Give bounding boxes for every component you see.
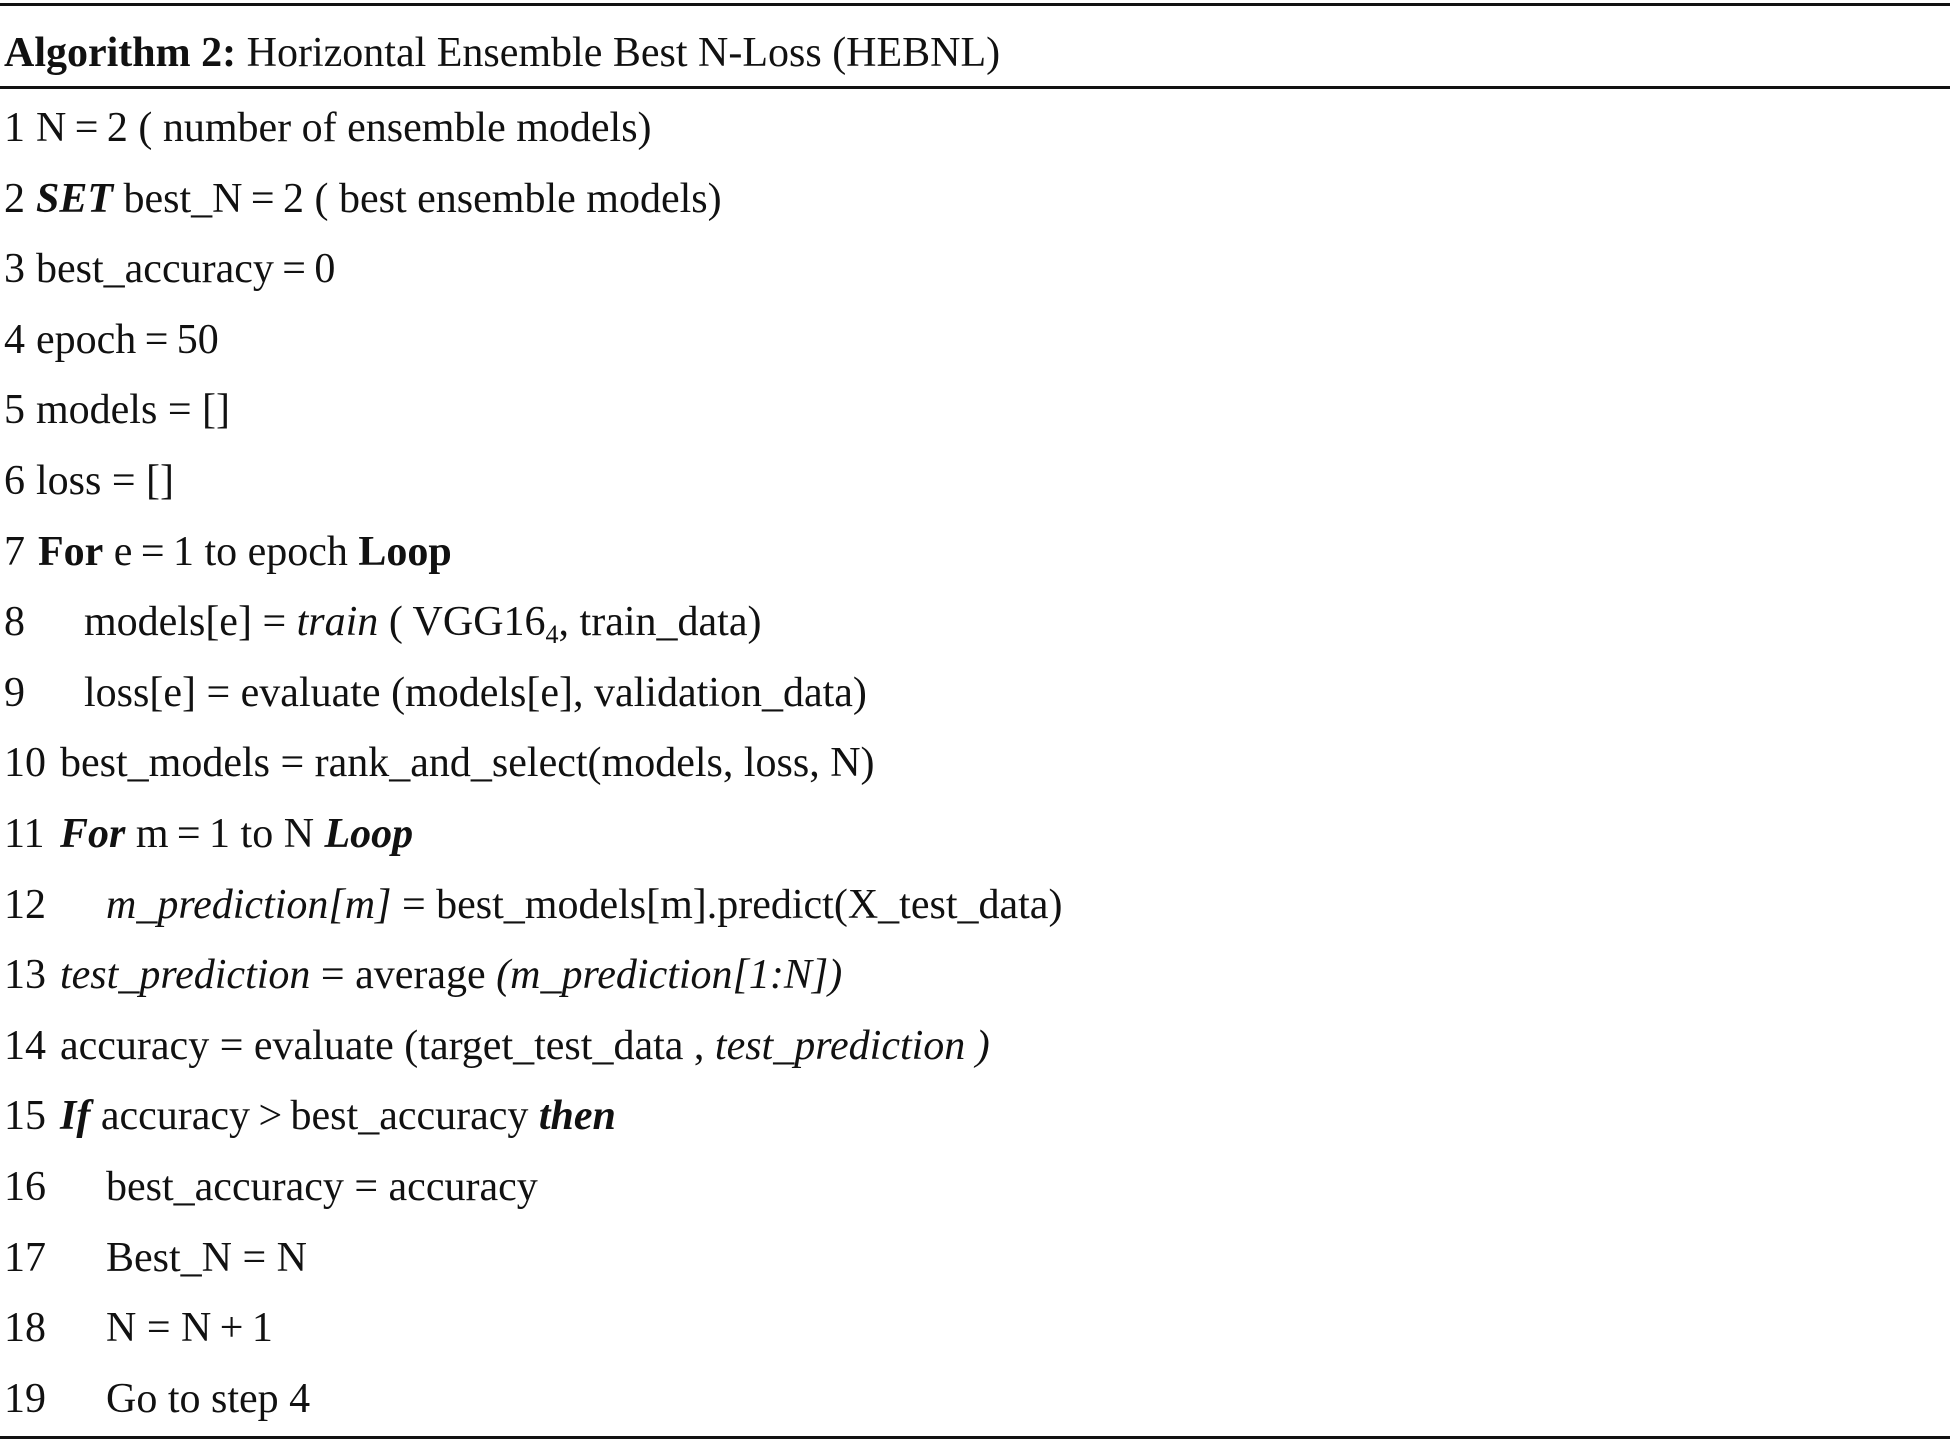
variable: test_prediction ) xyxy=(714,1022,990,1069)
algorithm-line xyxy=(0,1298,1950,1369)
line-segment: = best_models[m].predict(X_test_data) xyxy=(391,881,1063,928)
algorithm-line xyxy=(0,945,1950,1016)
line-text xyxy=(38,522,452,582)
line-segment: loss[e] = evaluate (models[e], validation_data) xyxy=(84,669,867,716)
line-text xyxy=(36,239,335,299)
line-segment: accuracy = evaluate (target_test_data , xyxy=(60,1022,715,1069)
algorithm-line xyxy=(0,522,1950,593)
algorithm-line xyxy=(0,733,1950,804)
line-segment: epoch = 50 xyxy=(36,316,219,363)
algorithm-line xyxy=(0,98,1950,169)
keyword: Loop xyxy=(324,810,414,857)
line-number: 13 xyxy=(4,952,46,999)
line-number: 10 xyxy=(4,740,46,787)
line-text xyxy=(106,1157,538,1217)
line-text xyxy=(60,1086,616,1146)
line-number: 16 xyxy=(4,1163,46,1210)
line-segment: , train_data) xyxy=(558,599,762,646)
algorithm-caption xyxy=(4,28,1000,78)
algorithm-line xyxy=(0,804,1950,875)
line-segment: N = N + 1 xyxy=(106,1305,273,1352)
line-number: 9 xyxy=(4,669,25,716)
subscript: 4 xyxy=(545,620,559,650)
algorithm-line xyxy=(0,310,1950,381)
line-number: 4 xyxy=(4,316,25,363)
variable: test_prediction xyxy=(60,952,311,999)
algorithm-line xyxy=(0,1369,1950,1440)
algorithm-line xyxy=(0,1086,1950,1157)
line-number: 8 xyxy=(4,599,25,646)
line-segment: = average xyxy=(310,952,497,999)
line-number: 12 xyxy=(4,881,46,928)
line-number: 6 xyxy=(4,457,25,504)
line-segment: models[e] = xyxy=(84,599,297,646)
algorithm-line xyxy=(0,380,1950,451)
keyword: SET xyxy=(36,175,114,222)
algorithm-line xyxy=(0,451,1950,522)
line-text xyxy=(84,663,867,723)
keyword: If xyxy=(60,1093,91,1140)
variable: (m_prediction[1:N]) xyxy=(496,952,843,999)
line-number: 11 xyxy=(4,810,45,857)
line-number: 7 xyxy=(4,528,25,575)
line-text xyxy=(60,804,413,864)
line-text xyxy=(106,1298,273,1358)
line-text xyxy=(106,875,1062,935)
line-segment: ( VGG16 xyxy=(378,599,546,646)
line-number: 18 xyxy=(4,1305,46,1352)
line-text xyxy=(106,1369,310,1429)
line-segment: best_models = rank_and_select(models, loss, N) xyxy=(60,740,875,787)
line-number: 2 xyxy=(4,175,25,222)
line-text xyxy=(60,945,842,1005)
algorithm-line xyxy=(0,1228,1950,1299)
line-number: 19 xyxy=(4,1375,46,1422)
line-text xyxy=(36,169,722,229)
algorithm-line xyxy=(0,663,1950,734)
line-segment: N = 2 ( number of ensemble models) xyxy=(36,105,652,151)
algorithm-line xyxy=(0,169,1950,240)
line-text xyxy=(106,1228,307,1288)
line-segment: best_accuracy = accuracy xyxy=(106,1163,538,1210)
line-number: 14 xyxy=(4,1022,46,1069)
algorithm-label: Algorithm 2: xyxy=(4,30,237,76)
line-text xyxy=(60,733,875,793)
line-number: 1 xyxy=(4,105,25,151)
line-text xyxy=(36,310,219,370)
line-segment: best_accuracy = 0 xyxy=(36,246,336,293)
line-number: 17 xyxy=(4,1234,46,1281)
header-rule xyxy=(0,86,1950,89)
keyword: For xyxy=(60,810,126,857)
keyword: then xyxy=(538,1093,616,1140)
line-segment: models = [] xyxy=(36,387,230,434)
line-segment: m = 1 to N xyxy=(125,810,325,857)
algorithm-lines xyxy=(0,98,1950,1439)
keyword: For xyxy=(38,528,104,575)
line-number: 15 xyxy=(4,1093,46,1140)
keyword: Loop xyxy=(358,528,452,575)
algorithm-line xyxy=(0,592,1950,663)
top-rule xyxy=(0,3,1950,6)
line-segment: e = 1 to epoch xyxy=(103,528,359,575)
line-text xyxy=(60,1016,990,1076)
algorithm-line xyxy=(0,1016,1950,1087)
algorithm-line xyxy=(0,1157,1950,1228)
line-number: 5 xyxy=(4,387,25,434)
line-segment: best_N = 2 ( best ensemble models) xyxy=(113,175,722,222)
algorithm-title: Horizontal Ensemble Best N-Loss (HEBNL) xyxy=(246,30,1001,76)
line-text xyxy=(84,592,761,652)
line-segment: accuracy > best_accuracy xyxy=(90,1093,539,1140)
line-segment: Go to step 4 xyxy=(106,1375,311,1422)
algorithm-line xyxy=(0,239,1950,310)
function-name: train xyxy=(296,599,379,646)
line-text xyxy=(36,380,230,440)
line-text xyxy=(36,98,652,158)
variable: m_prediction[m] xyxy=(106,881,392,928)
line-number: 3 xyxy=(4,246,25,293)
line-text xyxy=(36,451,174,511)
algorithm-line xyxy=(0,875,1950,946)
bottom-rule xyxy=(0,1436,1950,1439)
line-segment: Best_N = N xyxy=(106,1234,308,1281)
line-segment: loss = [] xyxy=(36,457,175,504)
